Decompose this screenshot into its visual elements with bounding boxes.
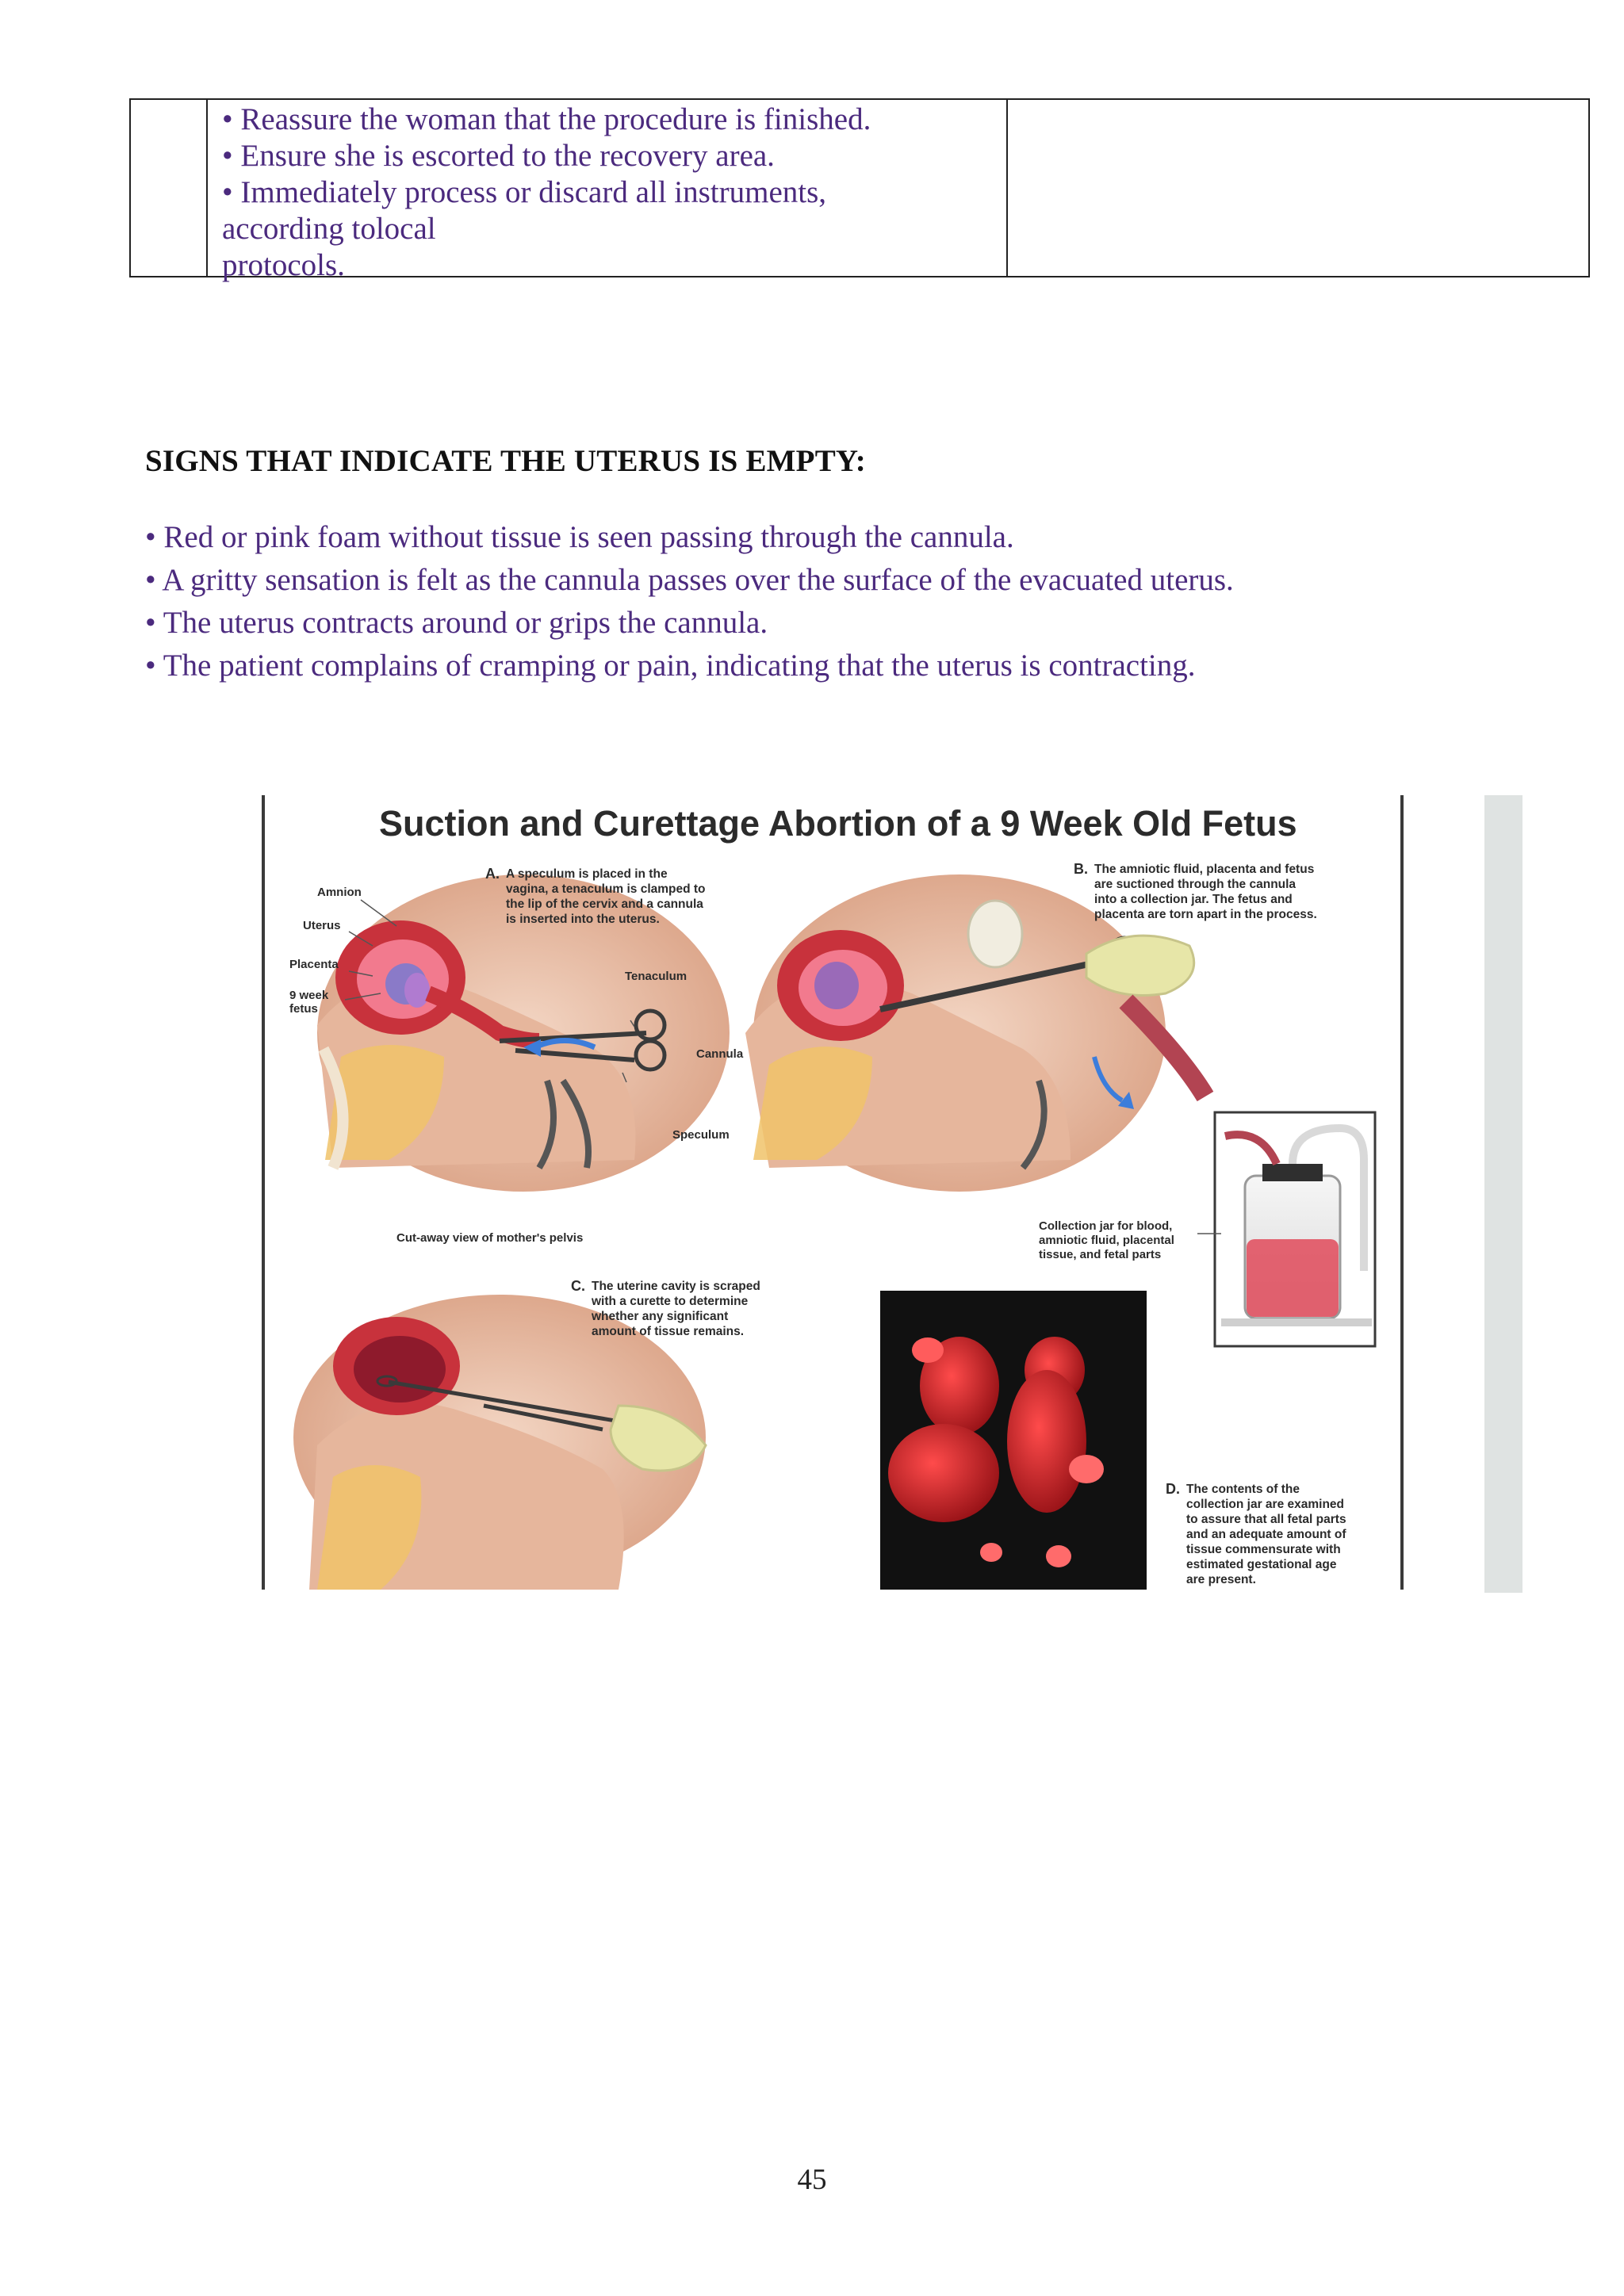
caption-d-line: collection jar are examined [1186,1498,1345,1511]
caption-d-line: The contents of the [1186,1483,1300,1496]
label-9-week: 9 week [289,989,329,1002]
caption-c [571,1278,760,1339]
table-line: protocols. [222,248,345,282]
panel-d-photo [880,1291,1147,1590]
table-cell-instructions [208,100,1008,282]
caption-b-line: The amniotic fluid, placenta and fetus [1094,863,1315,876]
label-speculum: Speculum [672,1128,730,1142]
caption-c-letter: C. [571,1278,585,1294]
caption-d-line: are present. [1186,1573,1256,1586]
caption-c-line: whether any significant [592,1310,729,1323]
collection-jar [1215,1112,1375,1346]
caption-b-line: are suctioned through the cannula [1094,878,1297,891]
caption-d-line: to assure that all fetal parts [1186,1513,1346,1526]
list-item: • The uterus contracts around or grips the cannula. [145,606,768,640]
panel-b-pelvis [745,874,1205,1192]
caption-d-line: and an adequate amount of [1186,1528,1346,1541]
list-item: • A gritty sensation is felt as the cannula passes over the surface of the evacuated uterus. [145,563,1234,597]
signs-list [145,516,1234,687]
caption-d-line: estimated gestational age [1186,1558,1337,1571]
label-amnion: Amnion [317,886,362,899]
figure-title: Suction and Curettage Abortion of a 9 Week Old Fetus [379,803,1297,844]
caption-c-line: The uterine cavity is scraped [592,1280,760,1293]
caption-b-line: placenta are torn apart in the process. [1094,908,1317,921]
instructions-table [129,98,1590,282]
caption-c-line: with a curette to determine [592,1295,749,1308]
caption-a-line: A speculum is placed in the [506,867,668,881]
caption-a-line: is inserted into the uterus. [506,913,660,926]
figure-side-strip [1484,795,1522,1593]
label-jar-line-1: Collection jar for blood, [1039,1219,1173,1233]
table-line: according tolocal [222,212,436,246]
caption-c-line: amount of tissue remains. [592,1325,745,1338]
caption-b-letter: B. [1074,861,1088,877]
caption-b [1074,861,1317,922]
table-line: • Reassure the woman that the procedure is finished. [222,102,871,136]
table-line: • Immediately process or discard all instruments, [222,175,827,209]
caption-d-line: tissue commensurate with [1186,1543,1341,1556]
list-item: • Red or pink foam without tissue is seen passing through the cannula. [145,520,1014,554]
label-uterus: Uterus [303,919,341,932]
caption-b-line: into a collection jar. The fetus and [1094,893,1293,906]
label-placenta: Placenta [289,958,339,971]
section-heading: SIGNS THAT INDICATE THE UTERUS IS EMPTY: [145,444,866,478]
caption-d-letter: D. [1166,1481,1180,1497]
label-jar-line-2: amniotic fluid, placental [1039,1234,1174,1247]
caption-a [485,866,706,927]
table-cell-empty-left [131,100,208,276]
label-cannula: Cannula [696,1047,744,1061]
label-jar-line-3: tissue, and fetal parts [1039,1248,1162,1261]
caption-a-line: vagina, a tenaculum is clamped to [506,882,706,896]
label-fetus: fetus [289,1002,318,1016]
label-cutaway: Cut-away view of mother's pelvis [396,1231,584,1245]
label-tenaculum: Tenaculum [625,970,688,983]
caption-d [1166,1481,1346,1587]
table-line: • Ensure she is escorted to the recovery area. [222,139,775,173]
caption-a-letter: A. [485,866,500,882]
procedure-figure [262,795,1404,1590]
page-number: 45 [797,2164,827,2196]
list-item: • The patient complains of cramping or pain, indicating that the uterus is contracting. [145,649,1196,683]
caption-a-line: the lip of the cervix and a cannula [506,897,703,911]
